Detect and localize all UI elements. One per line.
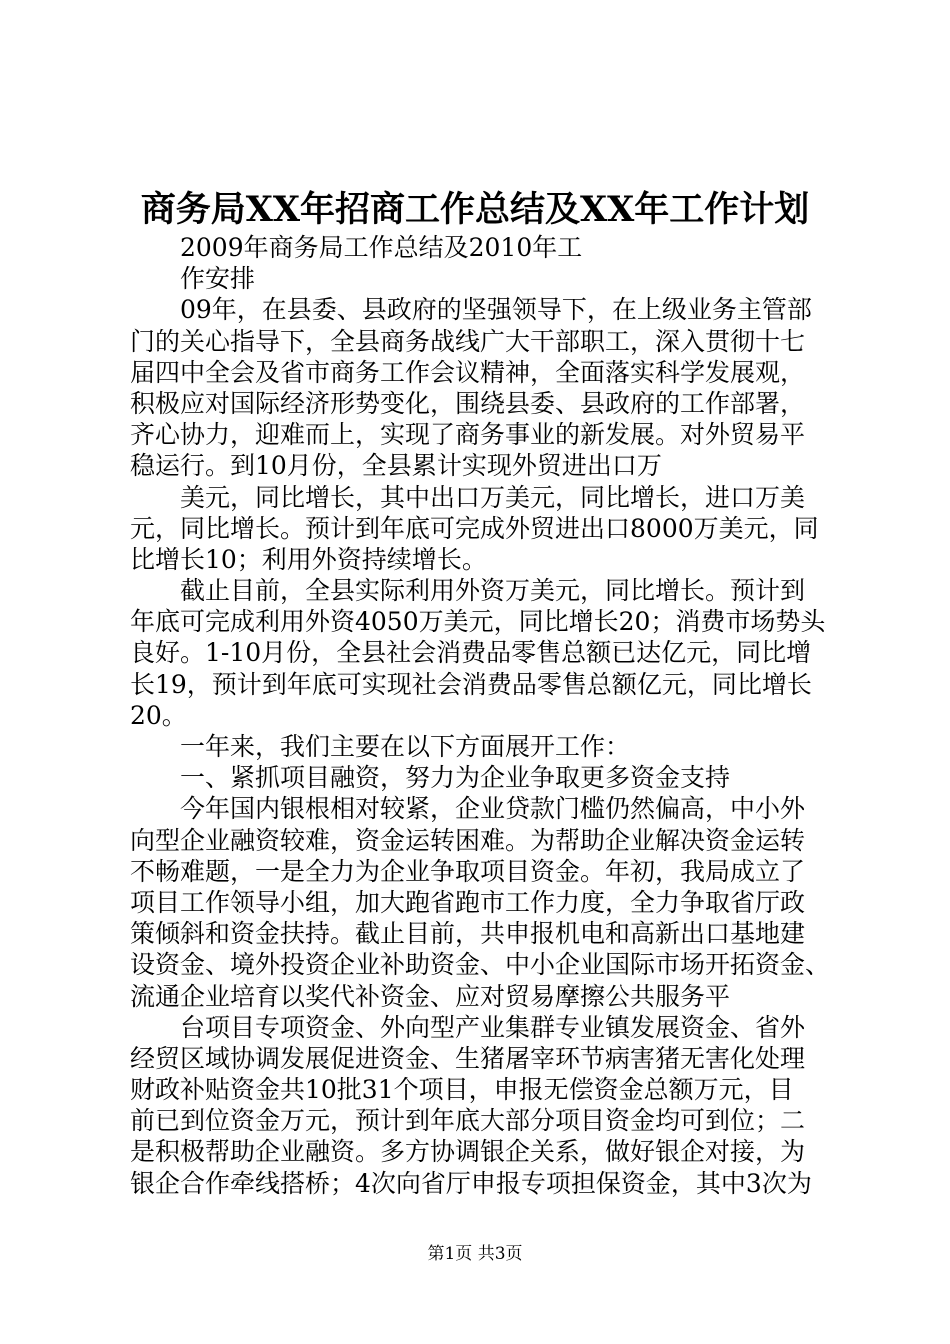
- document-title: 商务局XX年招商工作总结及XX年工作计划: [140, 189, 810, 230]
- text-line: 美元，同比增长，其中出口万美元，同比增长，进口万美: [180, 482, 806, 512]
- text-line: 作安排: [180, 264, 256, 294]
- text-line: 门的关心指导下，全县商务战线广大干部职工，深入贯彻十七: [130, 326, 806, 356]
- text-line: 元，同比增长。预计到年底可完成外贸进出口8000万美元，同: [130, 513, 819, 543]
- text-line: 流通企业培育以奖代补资金、应对贸易摩擦公共服务平: [130, 981, 731, 1011]
- text-line: 良好。1-10月份，全县社会消费品零售总额已达亿元，同比增: [130, 638, 812, 668]
- text-line: 设资金、境外投资企业补助资金、中小企业国际市场开拓资金、: [130, 950, 831, 980]
- text-line: 不畅难题，一是全力为企业争取项目资金。年初，我局成立了: [130, 856, 806, 886]
- text-line: 积极应对国际经济形势变化，围绕县委、县政府的工作部署，: [130, 388, 806, 418]
- document-body: [130, 232, 835, 1199]
- text-line: 项目工作领导小组，加大跑省跑市工作力度，全力争取省厅政: [130, 887, 806, 917]
- text-line: 截止目前，全县实际利用外资万美元，同比增长。预计到: [180, 576, 806, 606]
- text-line: 策倾斜和资金扶持。截止目前，共申报机电和高新出口基地建: [130, 919, 806, 949]
- text-line: 稳运行。到10月份，全县累计实现外贸进出口万: [130, 451, 662, 481]
- text-line: 长19，预计到年底可实现社会消费品零售总额亿元，同比增长: [130, 669, 812, 699]
- text-line: 一、紧抓项目融资，努力为企业争取更多资金支持: [180, 763, 731, 793]
- text-line: 向型企业融资较难，资金运转困难。为帮助企业解决资金运转: [130, 825, 806, 855]
- text-line: 经贸区域协调发展促进资金、生猪屠宰环节病害猪无害化处理: [130, 1043, 806, 1073]
- text-line: 今年国内银根相对较紧，企业贷款门槛仍然偏高，中小外: [180, 794, 806, 824]
- text-line: 年底可完成利用外资4050万美元，同比增长20；消费市场势头: [130, 607, 826, 637]
- text-line: 台项目专项资金、外向型产业集群专业镇发展资金、省外: [180, 1012, 806, 1042]
- text-line: 2009年商务局工作总结及2010年工: [180, 233, 583, 262]
- text-line: 前已到位资金万元，预计到年底大部分项目资金均可到位；二: [130, 1106, 806, 1136]
- text-line: 09年，在县委、县政府的坚强领导下，在上级业务主管部: [180, 295, 812, 325]
- text-line: 财政补贴资金共10批31个项目，申报无偿资金总额万元，目: [130, 1075, 794, 1105]
- text-line: 是积极帮助企业融资。多方协调银企关系，做好银企对接，为: [130, 1137, 806, 1167]
- text-line: 齐心协力，迎难而上，实现了商务事业的新发展。对外贸易平: [130, 420, 806, 450]
- text-line: 一年来，我们主要在以下方面展开工作：: [180, 732, 631, 761]
- text-line: 比增长10；利用外资持续增长。: [130, 544, 487, 574]
- text-line: 届四中全会及省市商务工作会议精神，全面落实科学发展观，: [130, 357, 806, 387]
- page-footer: 第1页 共3页: [427, 1244, 523, 1264]
- text-line: 20。: [130, 700, 187, 730]
- text-line: 银企合作牵线搭桥；4次向省厅申报专项担保资金，其中3次为: [130, 1168, 812, 1198]
